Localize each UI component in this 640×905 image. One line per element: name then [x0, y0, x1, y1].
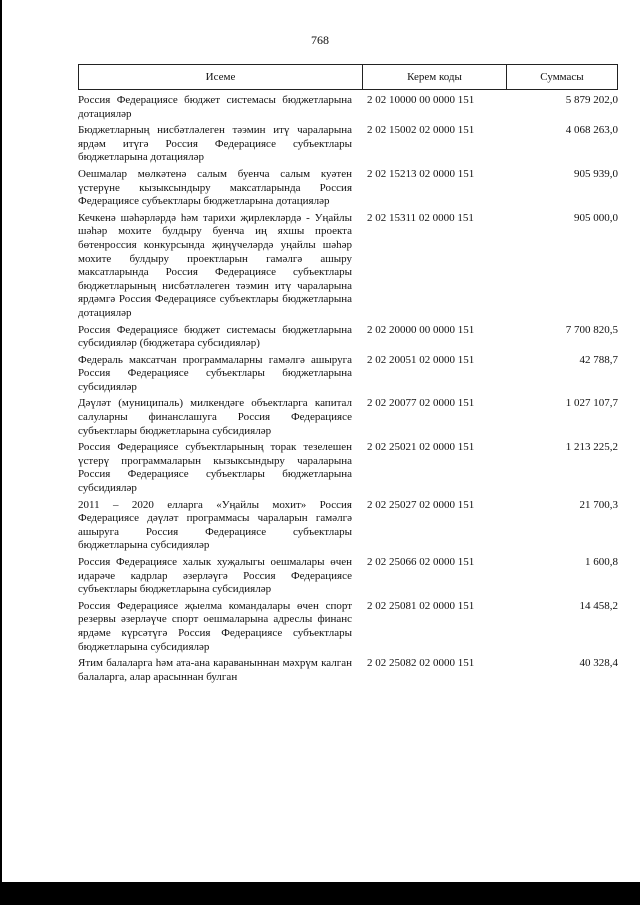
row-code-cell: 2 02 25027 02 0000 151	[367, 498, 475, 511]
table-body	[78, 94, 618, 684]
row-sum-cell: 14 458,2	[579, 599, 618, 612]
table-row	[78, 94, 618, 121]
row-name-cell: Россия Федерациясе бюджет системасы бюджетларына дотацияләр	[78, 94, 352, 120]
row-name-cell: Ятим балаларга һәм ата-ана караваныннан мәхрүм калган балаларга, алар арасыннан булган	[78, 657, 352, 683]
row-code-cell: 2 02 25021 02 0000 151	[367, 441, 475, 454]
row-sum-cell: 905 939,0	[574, 167, 618, 180]
row-name-cell: Дәүләт (муниципаль) милкендәге объектларга капитал салуларны финанслашуга Россия Федерациясе субъектлары бюджетларына субсидияләр	[78, 397, 352, 437]
row-sum-cell: 40 328,4	[579, 657, 618, 670]
row-name-cell: Россия Федерациясе җыелма командалары өчен спорт резервы әзерләүче спорт оешмаларына адреслы финанс ярдәме күрсәтүгә Россия Федерациясе субъектлары бюджетларына субсидияләр	[78, 599, 352, 653]
row-code-cell: 2 02 20051 02 0000 151	[367, 353, 475, 366]
row-sum-cell: 4 068 263,0	[565, 124, 618, 137]
row-code-cell: 2 02 25081 02 0000 151	[367, 599, 475, 612]
scan-left-edge	[0, 0, 2, 905]
row-code-cell: 2 02 25082 02 0000 151	[367, 657, 475, 670]
row-code-cell: 2 02 25066 02 0000 151	[367, 556, 475, 568]
row-name-cell: Россия Федерациясе халык хуҗалыгы оешмалары өчен идарәче кадрлар әзерләүгә Россия Федерациясе субъектлары бюджетларына субсидияләр	[78, 556, 352, 596]
row-sum-cell: 5 879 202,0	[565, 94, 618, 106]
table-row	[78, 657, 618, 684]
header-name: Исеме	[78, 65, 362, 89]
row-sum-cell: 1 027 107,7	[565, 397, 618, 410]
table-header	[78, 64, 618, 90]
budget-table	[78, 64, 618, 684]
row-name-cell: Россия Федерациясе субъектларының торак тезелешен үстерү программаларын кызыксындыру чараларына Россия Федерациясе субъектлары бюджетларына субсидияләр	[78, 441, 352, 495]
row-code-cell: 2 02 20077 02 0000 151	[367, 397, 475, 410]
row-code-cell: 2 02 15213 02 0000 151	[367, 167, 475, 180]
row-sum-cell: 42 788,7	[579, 353, 618, 366]
table-row	[78, 600, 618, 654]
row-code-cell: 2 02 20000 00 0000 151	[367, 323, 475, 336]
row-name-cell: Бюджетларның нисбәтләлеген тәэмин итү чараларына ярдәм итүгә Россия Федерациясе субъектлары бюджетларына дотацияләр	[78, 124, 352, 164]
table-row	[78, 124, 618, 165]
row-name-cell: Кечкенә шәһәрләрдә һәм тарихи җирлекләрдә - Уңайлы шәһәр мохите булдыру буенча иң яхшы проекта бөтенроссия конкурсында җиңүчеләрдә уңайлы шәһәр мохите булдыру проектларын гамәлгә ашыру максатларында Россия Федерациясе субъектлары бюджетларының нисбәтләлеген тәэмин итү чараларына ярдәмгә Россия Федерациясе субъектлары бюджетларына дотацияләр	[78, 211, 352, 319]
table-row	[78, 354, 618, 395]
row-name-cell: Оешмалар мөлкәтенә салым буенча салым куәтен үстерүне кызыксындыру максатларында Россия Федерациясе субъектлары бюджетларына дотацияләр	[78, 167, 352, 208]
row-name-cell: Россия Федерациясе бюджет системасы бюджетларына субсидияләр (бюджетара субсидияләр)	[78, 323, 352, 350]
row-name-cell: 2011 – 2020 елларга «Уңайлы мохит» Россия Федерациясе дәүләт программасы чараларын гамәлгә ашыруга Россия Федерациясе субъектлары бюджетларына субсидияләр	[78, 498, 352, 552]
row-sum-cell: 905 000,0	[574, 211, 618, 224]
row-code-cell: 2 02 15311 02 0000 151	[367, 211, 474, 224]
table-row	[78, 556, 618, 597]
scan-bottom-border	[0, 882, 640, 905]
table-row	[78, 397, 618, 438]
table-row	[78, 441, 618, 495]
row-sum-cell: 1 600,8	[585, 556, 618, 568]
table-row	[78, 212, 618, 321]
table-row	[78, 499, 618, 553]
row-sum-cell: 1 213 225,2	[565, 441, 618, 454]
page-number: 768	[311, 33, 329, 47]
row-sum-cell: 21 700,3	[579, 498, 618, 511]
row-name-cell: Федераль максатчан программаларны гамәлгә ашыруга Россия Федерациясе субъектлары бюджетларына субсидияләр	[78, 353, 352, 393]
table-row	[78, 168, 618, 209]
row-sum-cell: 7 700 820,5	[565, 323, 618, 336]
row-code-cell: 2 02 15002 02 0000 151	[367, 124, 475, 137]
row-code-cell: 2 02 10000 00 0000 151	[367, 94, 475, 106]
table-row	[78, 324, 618, 351]
header-sum: Суммасы	[506, 65, 618, 89]
header-code: Керем коды	[362, 65, 506, 89]
